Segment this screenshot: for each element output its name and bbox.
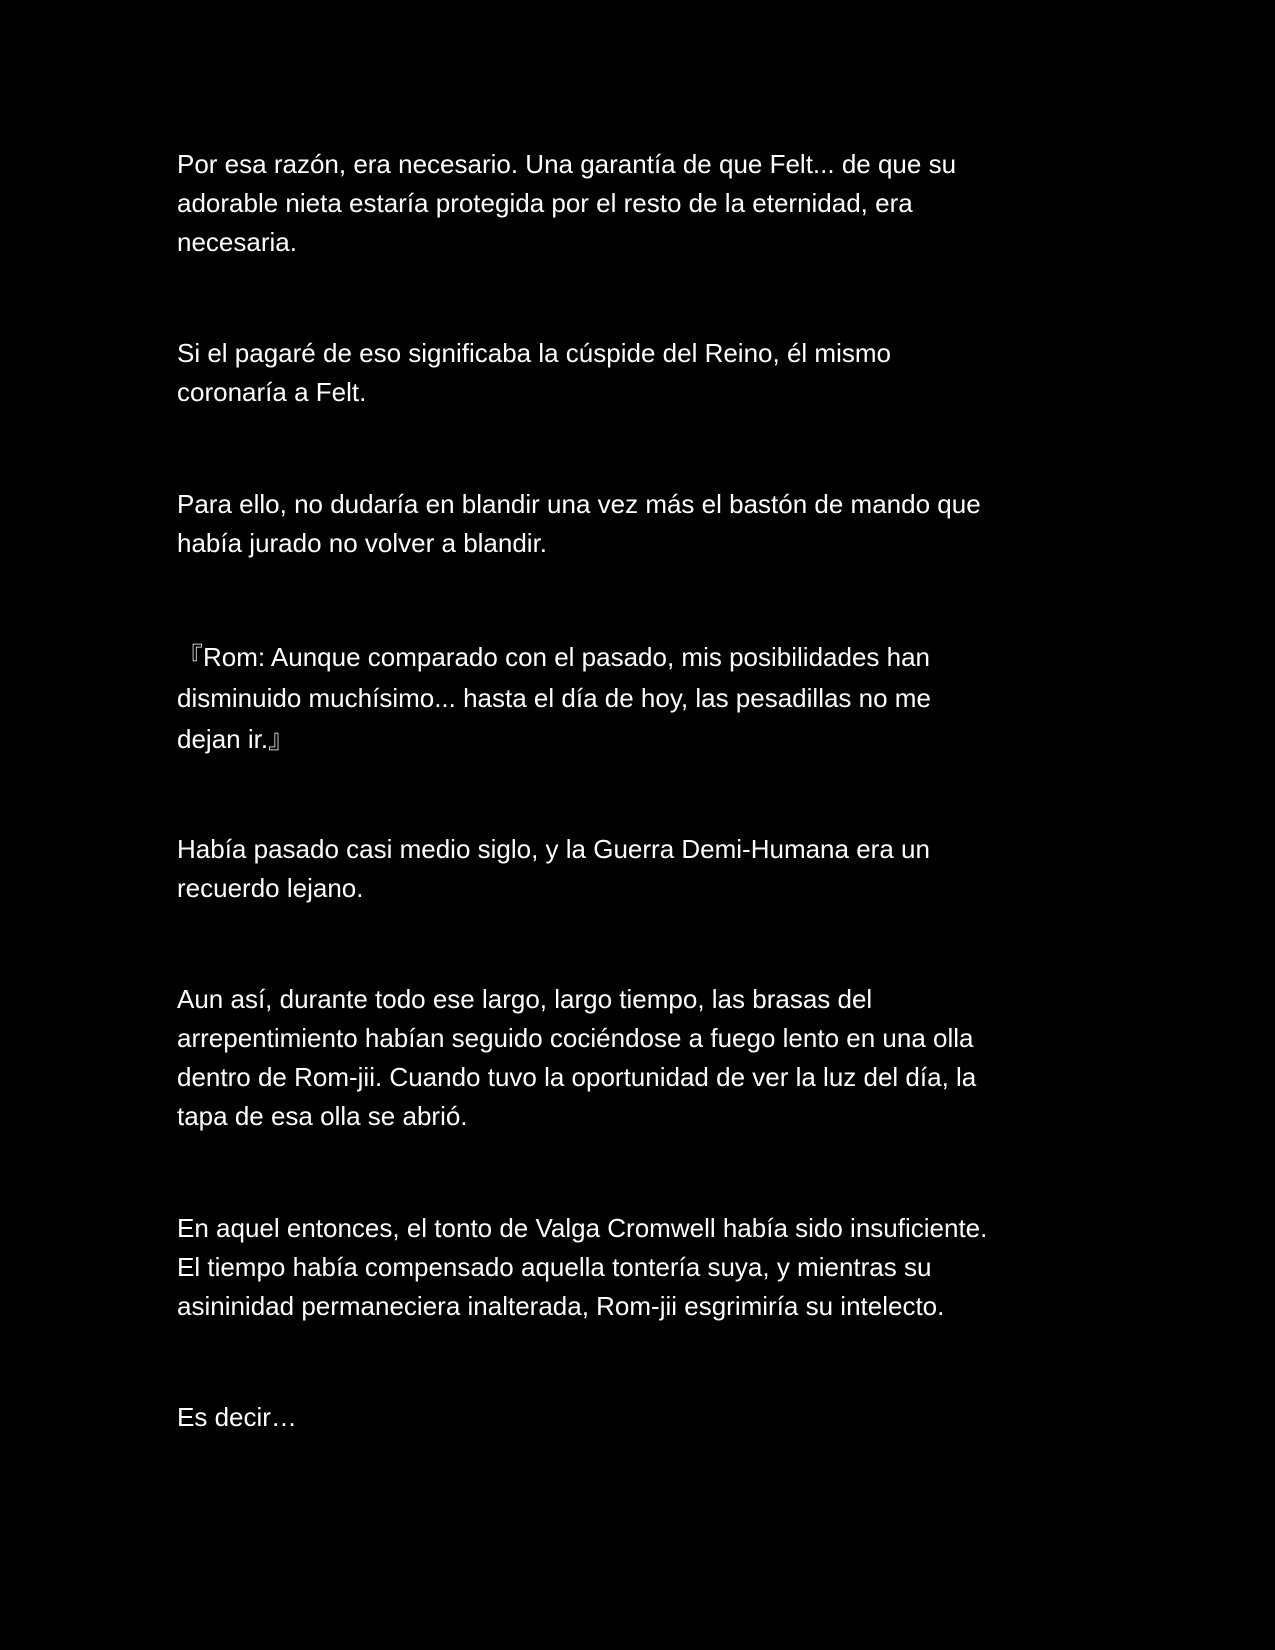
paragraph-4-dialogue: 『Rom: Aunque comparado con el pasado, mis posibilidades han disminuido muchísimo... hasta el día de hoy, las pesadillas no me dejan ir.』 [177,642,931,754]
paragraph-5: Había pasado casi medio siglo, y la Guerra Demi-Humana era un recuerdo lejano. [177,834,930,903]
paragraph-3: Para ello, no dudaría en blandir una vez más el bastón de mando que había jurado no volver a blandir. [177,489,981,558]
paragraph-7: En aquel entonces, el tonto de Valga Cromwell había sido insuficiente. El tiempo había compensado aquella tontería suya, y mientras su asininidad permaneciera inalterada, Rom-jii esgrimiría su intelecto. [177,1213,988,1321]
paragraph-6: Aun así, durante todo ese largo, largo tiempo, las brasas del arrepentimiento habían seguido cociéndose a fuego lento en una olla dentro de Rom-jii. Cuando tuvo la oportunidad de ver la luz del día, la tapa de esa olla se abrió. [177,984,977,1131]
paragraph-2: Si el pagaré de eso significaba la cúspide del Reino, él mismo coronaría a Felt. [177,338,891,407]
paragraph-1: Por esa razón, era necesario. Una garantía de que Felt... de que su adorable nieta estaría protegida por el resto de la eternidad, era necesaria. [177,149,957,257]
paragraph-8: Es decir… [177,1402,297,1432]
